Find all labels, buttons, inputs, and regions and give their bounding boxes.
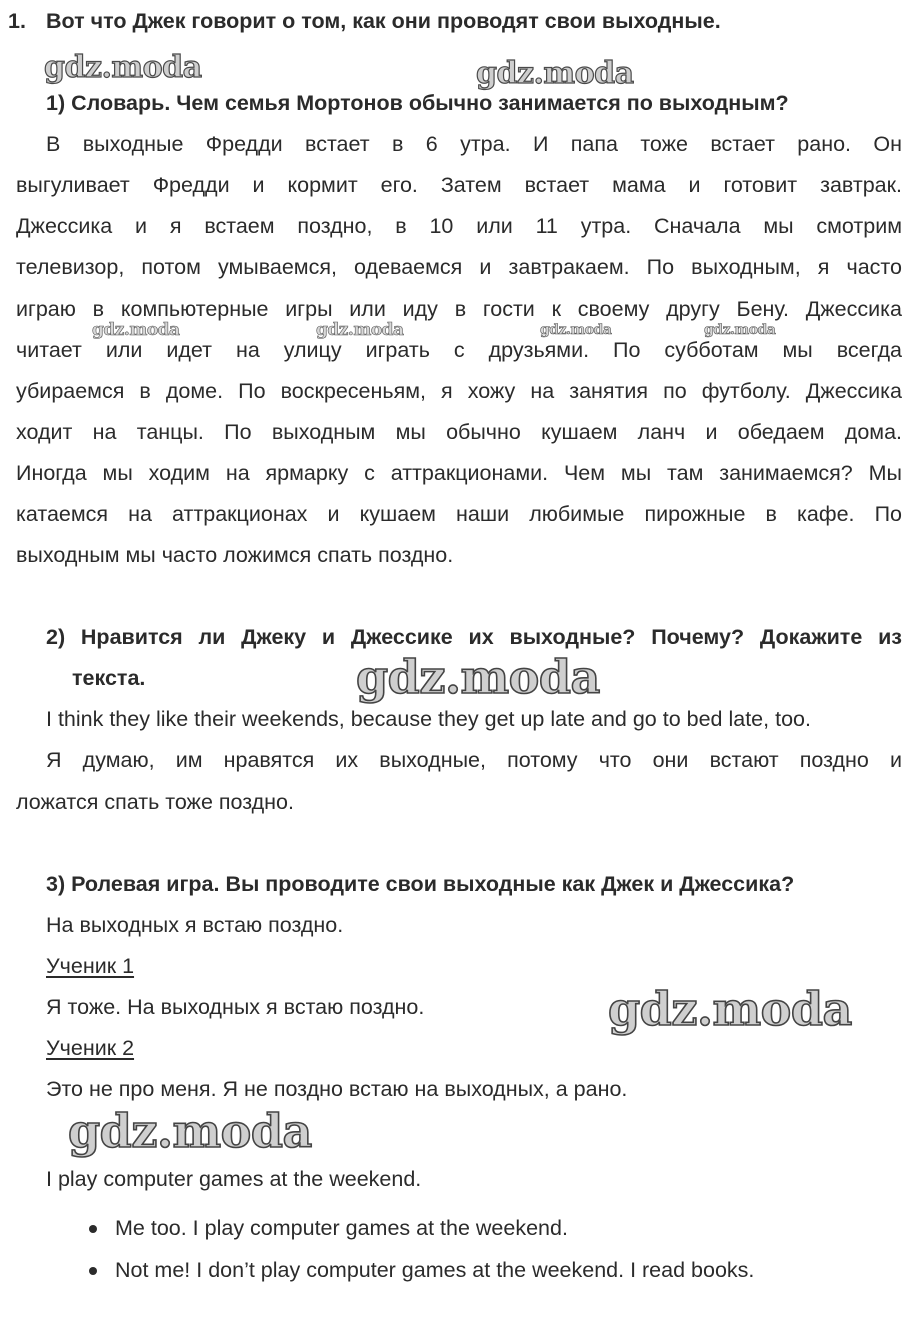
bullet-icon [89, 1267, 97, 1275]
section1-line: катаемся на аттракционах и кушаем наши любимые пирожные в кафе. По [16, 502, 902, 526]
section1-line: выходным мы часто ложимся спать поздно. [16, 543, 454, 567]
watermark-logo: gdz.moda [476, 56, 634, 91]
bullet-icon [89, 1225, 97, 1233]
watermark-logo: gdz.moda [608, 982, 852, 1036]
section2-english-answer: I think they like their weekends, because they get up late and go to bed late, too. [46, 707, 811, 731]
student1-label: Ученик 1 [46, 954, 135, 978]
section1-line: выгуливает Фредди и кормит его. Затем встает мама и готовит завтрак. [16, 173, 902, 197]
task-title: Вот что Джек говорит о том, как они проводят свои выходные. [46, 9, 721, 33]
section1-line: убираемся в доме. По воскресеньям, я хожу на занятия по футболу. Джессика [16, 379, 902, 403]
section1-line: читает или идет на улицу играть с друзьями. По субботам мы всегда [16, 338, 902, 362]
section2-russian-answer-cont: ложатся спать тоже поздно. [16, 790, 294, 814]
watermark-logo: gdz.moda [44, 50, 202, 85]
section3-heading: 3) Ролевая игра. Вы проводите свои выходные как Джек и Джессика? [46, 872, 795, 896]
section1-line: ходит на танцы. По выходным мы обычно кушаем ланч и обедаем дома. [16, 420, 902, 444]
section1-line: В выходные Фредди встает в 6 утра. И папа тоже встает рано. Он [46, 132, 902, 156]
section1-heading: 1) Словарь. Чем семья Мортонов обычно занимается по выходным? [46, 91, 789, 115]
section2-russian-answer: Я думаю, им нравятся их выходные, потому что они встают поздно и [46, 748, 902, 772]
section3-prompt: На выходных я встаю поздно. [46, 913, 344, 937]
section3-prompt: I play computer games at the weekend. [46, 1167, 422, 1191]
watermark-logo: gdz.moda [356, 650, 600, 704]
task-number: 1. [8, 9, 26, 33]
student1-reply: Я тоже. На выходных я встаю поздно. [46, 995, 425, 1019]
watermark-logo: gdz.moda [92, 320, 180, 340]
student2-reply: Это не про меня. Я не поздно встаю на выходных, а рано. [46, 1077, 628, 1101]
section1-line: Иногда мы ходим на ярмарку с аттракционами. Чем мы там занимаемся? Мы [16, 461, 902, 485]
watermark-logo: gdz.moda [68, 1104, 312, 1158]
list-item: Not me! I don’t play computer games at the weekend. I read books. [115, 1258, 755, 1282]
watermark-logo: gdz.moda [704, 322, 776, 338]
section1-line: телевизор, потом умываемся, одеваемся и завтракаем. По выходным, я часто [16, 255, 902, 279]
student2-label: Ученик 2 [46, 1036, 135, 1060]
section2-heading: 2) Нравится ли Джеку и Джессике их выходные? Почему? Докажите из [46, 625, 902, 649]
watermark-logo: gdz.moda [540, 322, 612, 338]
section2-heading-cont: текста. [72, 666, 146, 690]
watermark-logo: gdz.moda [316, 320, 404, 340]
section1-line: играю в компьютерные игры или иду в гости к своему другу Бену. Джессика [16, 297, 902, 321]
section1-line: Джессика и я встаем поздно, в 10 или 11 утра. Сначала мы смотрим [16, 214, 902, 238]
list-item: Me too. I play computer games at the weekend. [115, 1216, 568, 1240]
